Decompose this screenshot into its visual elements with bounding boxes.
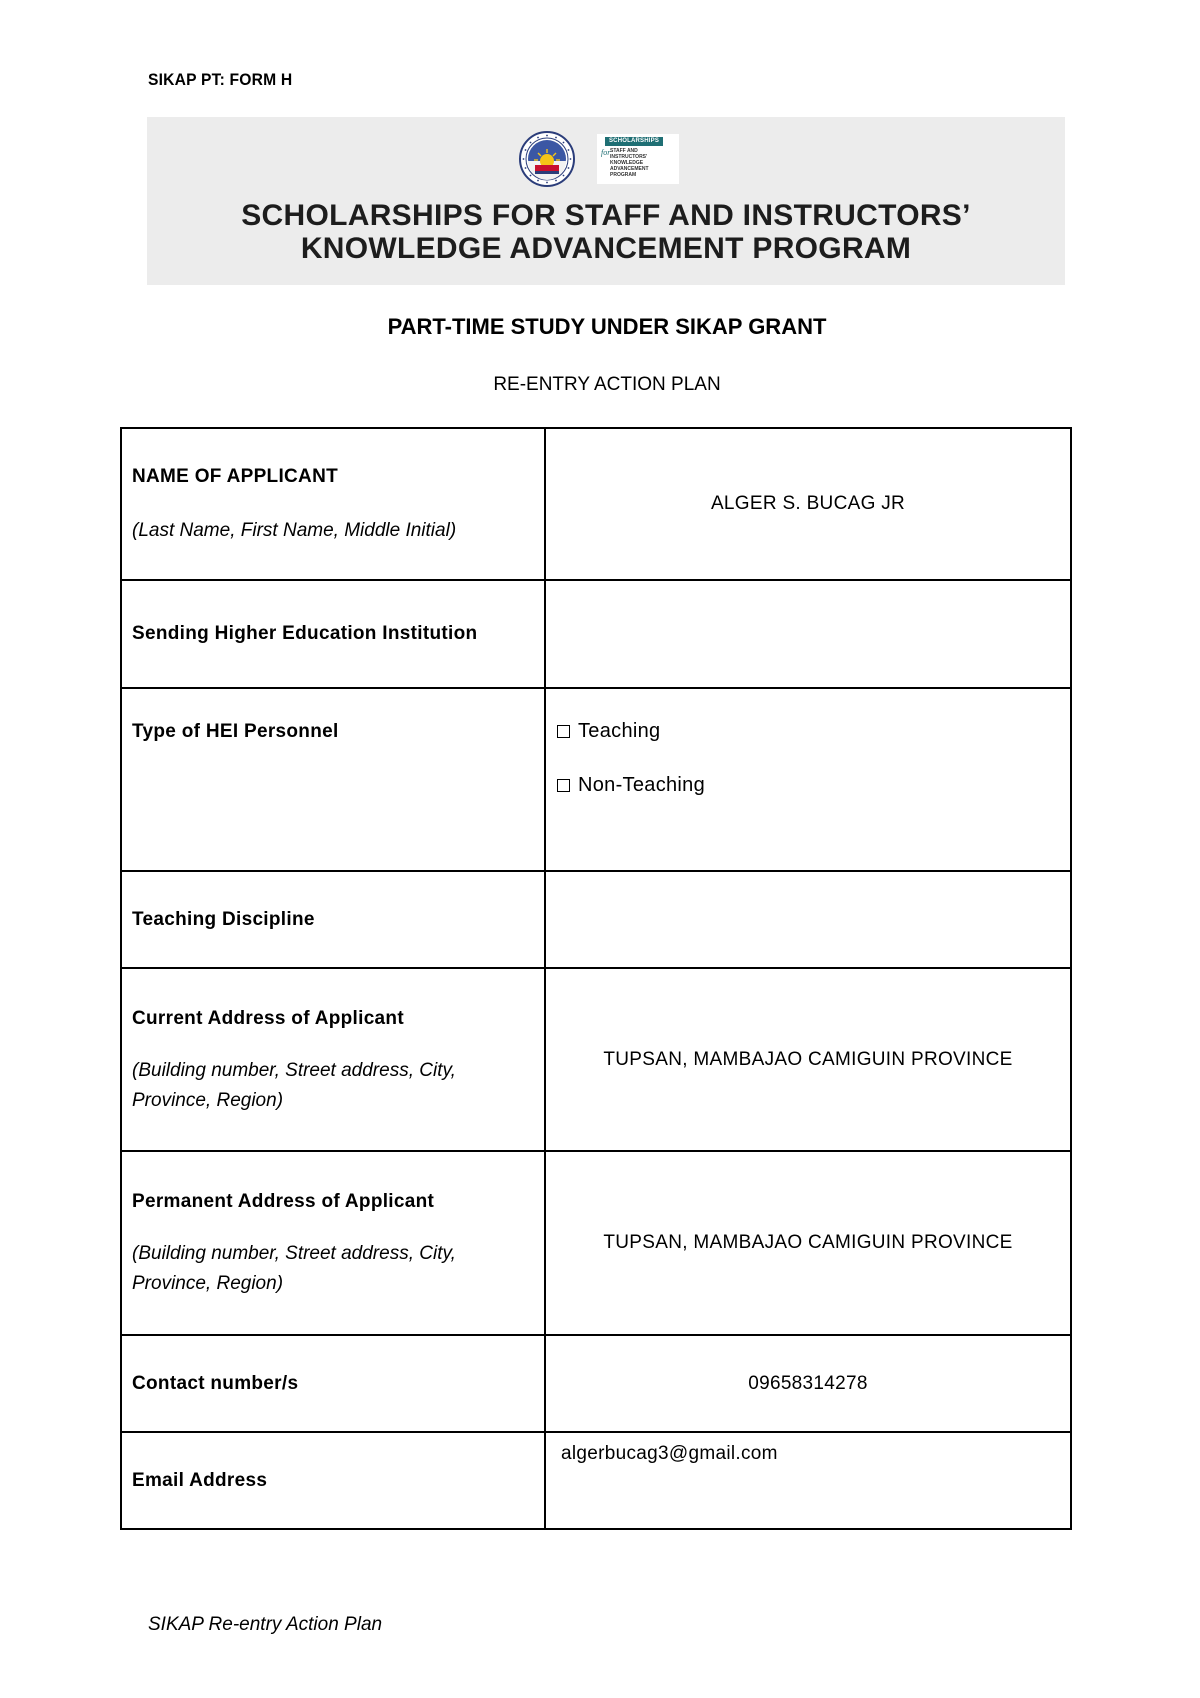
option-teaching[interactable]	[557, 717, 1070, 745]
email-address-value[interactable]: algerbucag3@gmail.com	[545, 1432, 1071, 1529]
current-address-value[interactable]: TUPSAN, MAMBAJAO CAMIGUIN PROVINCE	[545, 968, 1071, 1151]
sending-institution-label: Sending Higher Education Institution	[132, 623, 478, 644]
current-address-hint: (Building number, Street address, City, Province, Region)	[132, 1059, 456, 1111]
banner-title-line-2: KNOWLEDGE ADVANCEMENT PROGRAM	[300, 232, 912, 265]
checkbox-non-teaching[interactable]	[557, 779, 570, 792]
row-contact-number	[121, 1335, 1071, 1432]
row-current-address	[121, 968, 1071, 1151]
row-personnel-type	[121, 688, 1071, 871]
document-title: PART-TIME STUDY UNDER SIKAP GRANT	[387, 314, 827, 339]
current-address-label-cell	[121, 968, 545, 1151]
sending-institution-value[interactable]	[545, 580, 1071, 688]
sikap-logo	[597, 134, 679, 184]
document-subtitle: RE-ENTRY ACTION PLAN	[493, 374, 721, 395]
contact-number-value[interactable]: 09658314278	[545, 1335, 1071, 1432]
teaching-discipline-value[interactable]	[545, 871, 1071, 968]
option-teaching-label: Teaching	[578, 719, 661, 742]
program-banner	[147, 117, 1065, 285]
sikap-logo-tag: SCHOLARSHIPS	[605, 137, 663, 146]
row-sending-institution	[121, 580, 1071, 688]
applicant-name-value[interactable]: ALGER S. BUCAG JR	[545, 428, 1071, 580]
email-address-label-cell	[121, 1432, 545, 1529]
banner-title	[147, 199, 1065, 265]
personnel-type-label: Type of HEI Personnel	[132, 721, 339, 742]
permanent-address-label-cell	[121, 1151, 545, 1335]
row-applicant-name	[121, 428, 1071, 580]
row-email-address	[121, 1432, 1071, 1529]
applicant-name-label-cell	[121, 428, 545, 580]
banner-title-line-1: SCHOLARSHIPS FOR STAFF AND INSTRUCTORS’	[241, 199, 971, 232]
personnel-type-label-cell	[121, 688, 545, 871]
row-permanent-address	[121, 1151, 1071, 1335]
page-footer: SIKAP Re-entry Action Plan	[148, 1614, 383, 1635]
row-teaching-discipline	[121, 871, 1071, 968]
applicant-name-label: NAME OF APPLICANT	[132, 466, 339, 487]
sending-institution-label-cell	[121, 580, 545, 688]
ched-seal-icon	[519, 131, 575, 187]
applicant-name-hint: (Last Name, First Name, Middle Initial)	[132, 520, 457, 541]
sikap-logo-lines: STAFF AND INSTRUCTORS' KNOWLEDGE ADVANCEMENT PROGRAM	[610, 148, 649, 178]
personnel-type-options	[545, 688, 1071, 871]
sikap-logo-for: for	[601, 148, 611, 157]
form-code: SIKAP PT: FORM H	[148, 70, 293, 89]
permanent-address-value[interactable]: TUPSAN, MAMBAJAO CAMIGUIN PROVINCE	[545, 1151, 1071, 1335]
checkbox-teaching[interactable]	[557, 725, 570, 738]
teaching-discipline-label: Teaching Discipline	[132, 908, 315, 930]
contact-number-label-cell	[121, 1335, 545, 1432]
contact-number-label: Contact number/s	[132, 1372, 299, 1394]
current-address-label: Current Address of Applicant	[132, 1007, 404, 1029]
email-address-label: Email Address	[132, 1469, 268, 1491]
logo-row	[147, 131, 1065, 187]
permanent-address-label: Permanent Address of Applicant	[132, 1191, 435, 1212]
option-non-teaching-label: Non-Teaching	[578, 773, 706, 796]
permanent-address-hint: (Building number, Street address, City, Province, Region)	[132, 1243, 456, 1294]
option-non-teaching[interactable]	[557, 771, 1070, 799]
applicant-info-table	[120, 427, 1072, 1530]
teaching-discipline-label-cell	[121, 871, 545, 968]
